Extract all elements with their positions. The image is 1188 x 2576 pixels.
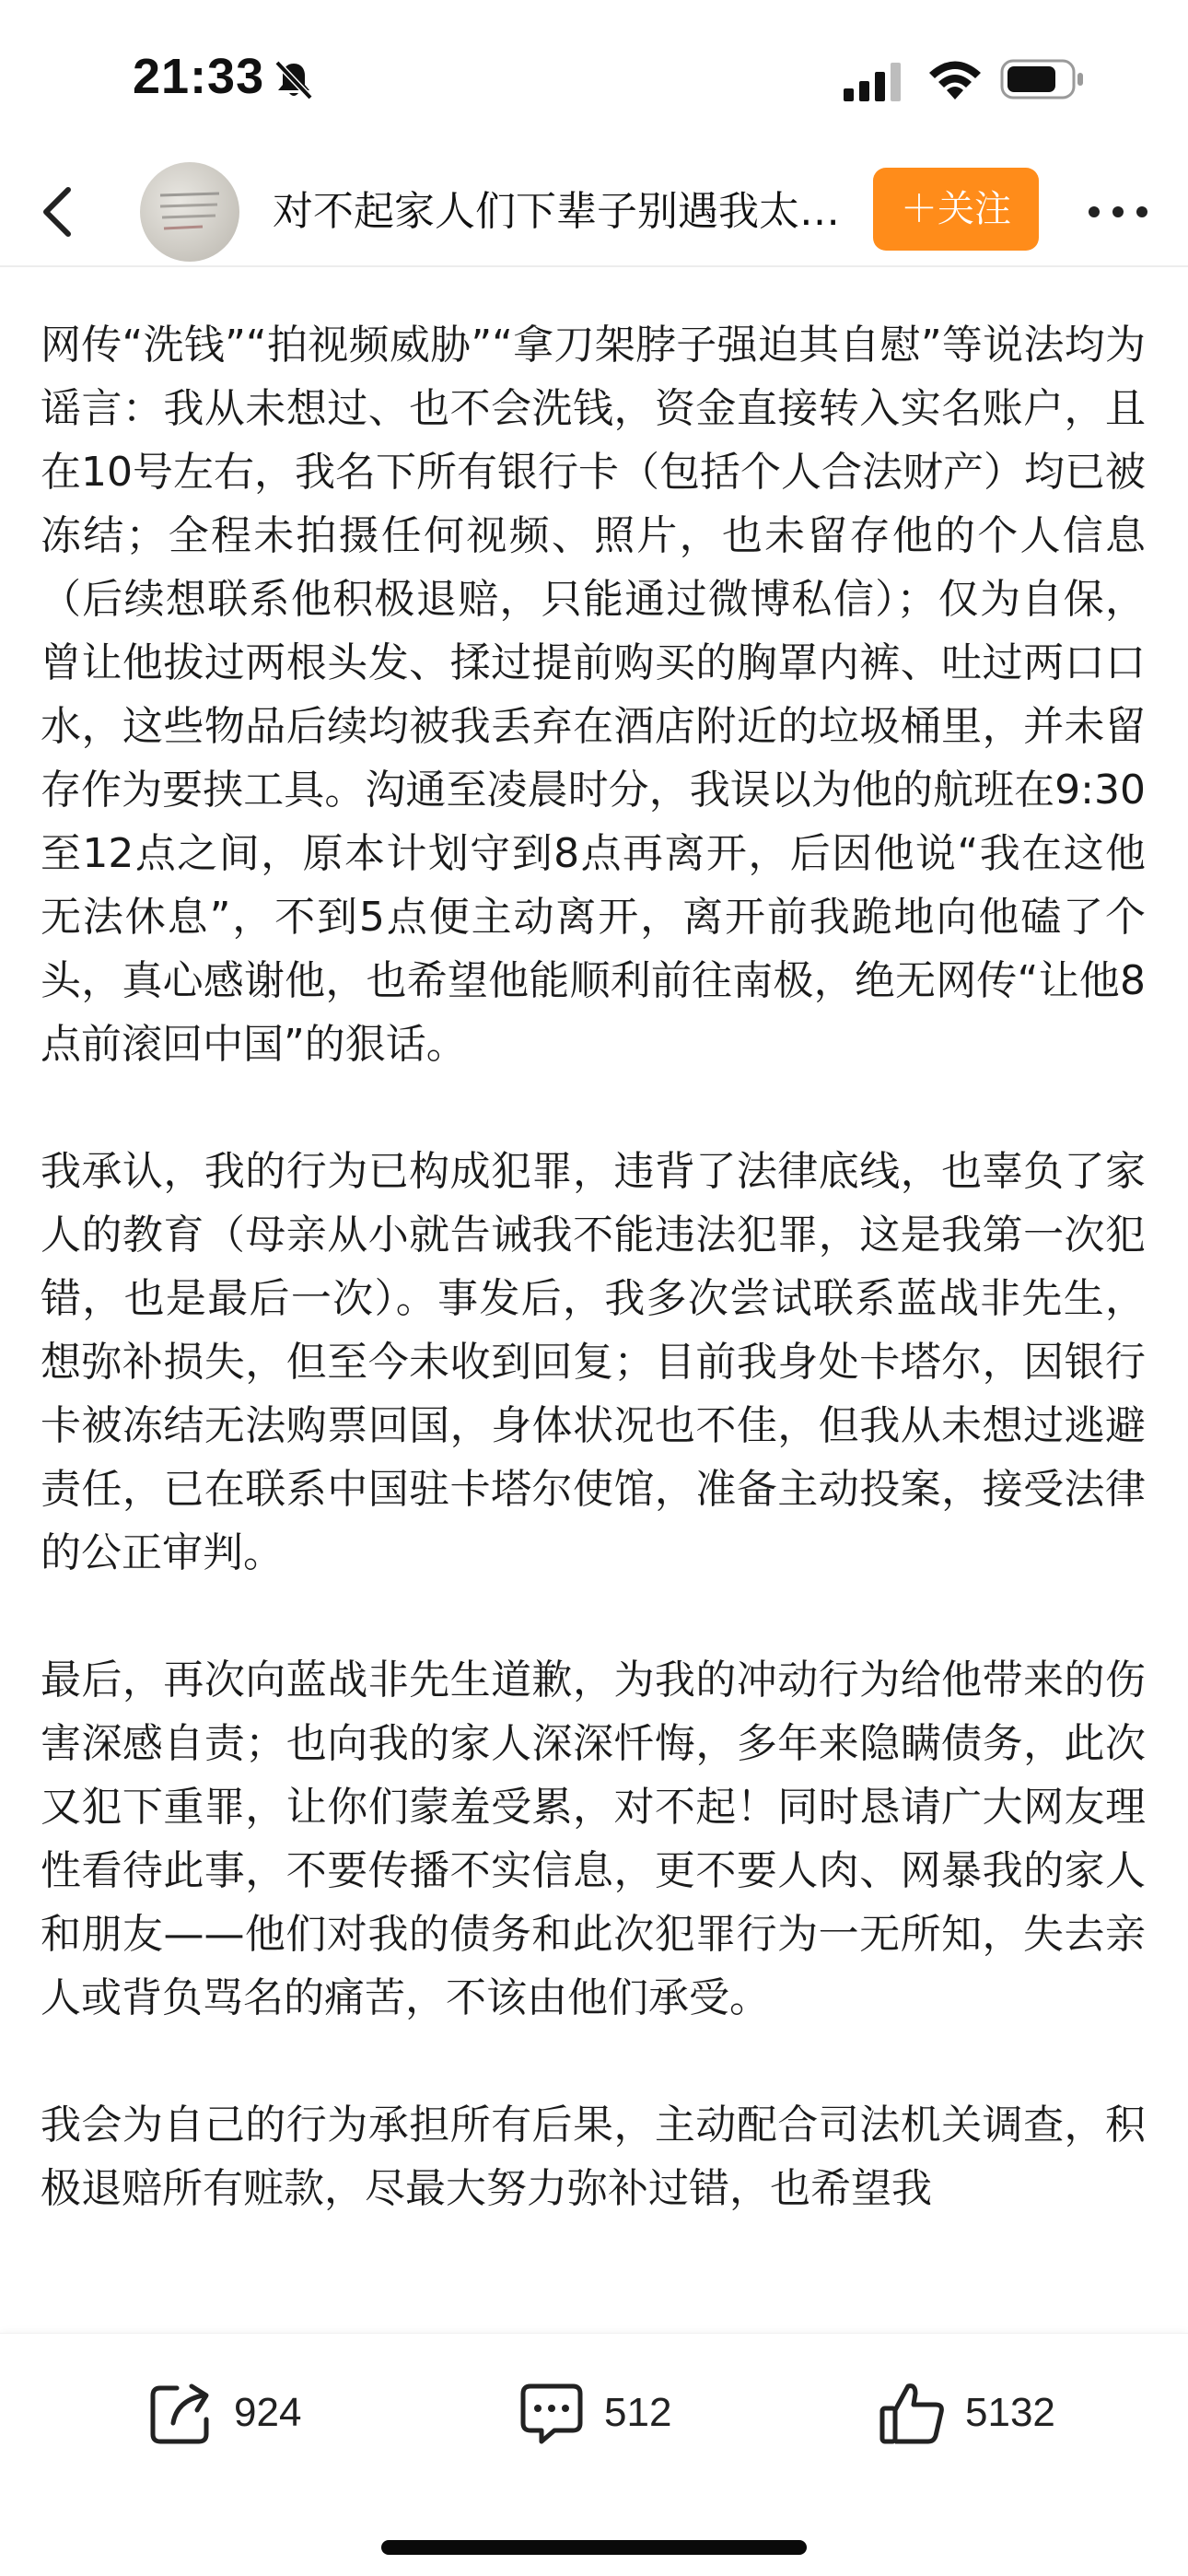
comment-icon bbox=[516, 2377, 588, 2449]
article-paragraph: 最后，再次向蓝战非先生道歉，为我的冲动行为给他带来的伤害深感自责；也向我的家人深深忏悔，多年来隐瞒债务，此次又犯下重罪，让你们蒙羞受累，对不起！同时恳请广大网友理性看待此事，不要传播不实信息，更不要人肉、网暴我的家人和朋友——他们对我的债务和此次犯罪行为一无所知，失去亲人或背负骂名的痛苦，不该由他们承受。 bbox=[41, 1657, 1146, 2021]
avatar[interactable] bbox=[140, 162, 239, 262]
more-dots-icon[interactable] bbox=[1083, 190, 1153, 234]
bell-slash-icon bbox=[273, 59, 315, 101]
like-button[interactable] bbox=[877, 2376, 1055, 2450]
comment-button[interactable] bbox=[516, 2376, 671, 2450]
share-count: 924 bbox=[234, 2390, 302, 2435]
chevron-left-icon[interactable] bbox=[26, 177, 96, 247]
nav-bar bbox=[0, 157, 1188, 267]
status-time: 21:33 bbox=[133, 49, 265, 104]
status-bar bbox=[0, 0, 1188, 157]
like-count: 5132 bbox=[965, 2390, 1055, 2435]
page-title: 对不起家人们下辈子别遇我太… bbox=[273, 188, 840, 235]
bottom-action-bar bbox=[0, 2333, 1188, 2576]
share-icon bbox=[146, 2377, 217, 2449]
article-paragraph: 我会为自己的行为承担所有后果，主动配合司法机关调查，积极退赔所有赃款，尽最大努力弥补过错，也希望我 bbox=[41, 2102, 1146, 2212]
follow-button[interactable]: ＋关注 bbox=[873, 168, 1039, 251]
home-indicator[interactable] bbox=[381, 2540, 807, 2555]
cellular-signal-icon bbox=[844, 63, 903, 101]
thumbs-up-icon bbox=[877, 2377, 949, 2449]
share-button[interactable] bbox=[146, 2376, 301, 2450]
battery-icon bbox=[1000, 59, 1085, 100]
article-paragraph: 我承认，我的行为已构成犯罪，违背了法律底线，也辜负了家人的教育（母亲从小就告诫我不能违法犯罪，这是我第一次犯错，也是最后一次）。事发后，我多次尝试联系蓝战非先生，想弥补损失，但至今未收到回复；目前我身处卡塔尔，因银行卡被冻结无法购票回国，身体状况也不佳，但我从未想过逃避责任，已在联系中国驻卡塔尔使馆，准备主动投案，接受法律的公正审判。 bbox=[41, 1148, 1146, 1576]
avatar-image bbox=[157, 190, 223, 236]
article-paragraph: 网传“洗钱”“拍视频威胁”“拿刀架脖子强迫其自慰”等说法均为谣言：我从未想过、也不会洗钱，资金直接转入实名账户，且在10号左右，我名下所有银行卡（包括个人合法财产）均已被冻结；全程未拍摄任何视频、照片，也未留存他的个人信息（后续想联系他积极退赔，只能通过微博私信）；仅为自保，曾让他拔过两根头发、揉过提前购买的胸罩内裤、吐过两口口水，这些物品后续均被我丢弃在酒店附近的垃圾桶里，并未留存作为要挟工具。沟通至凌晨时分，我误以为他的航班在9:30至12点之间，原本计划守到8点再离开，后因他说“我在这他无法休息”，不到5点便主动离开，离开前我跪地向他磕了个头，真心感谢他，也希望他能顺利前往南极，绝无网传“让他8点前滚回中国”的狠话。 bbox=[41, 322, 1146, 1068]
wifi-icon bbox=[926, 57, 984, 101]
article-body bbox=[41, 313, 1146, 2322]
comment-count: 512 bbox=[604, 2390, 672, 2435]
